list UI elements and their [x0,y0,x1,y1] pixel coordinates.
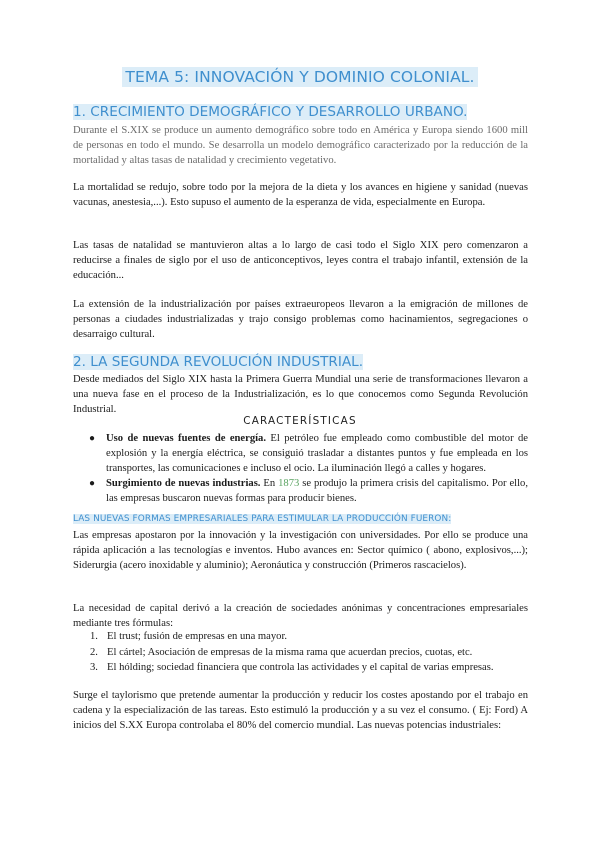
section-2-heading: 2. LA SEGUNDA REVOLUCIÓN INDUSTRIAL. [73,354,364,370]
list-item-text: El trust; fusión de empresas en una mayor. [107,631,288,642]
bullet-text: El petróleo fue empleado como combustible del motor de explosión y la energía eléctrica, se consiguió trasladar a distantes puntos y fue empleada en los transportes, las comunicaciones e incluso el ocio. La iluminación llegó a calles y hogares. [106,433,528,474]
list-number: 1. [90,631,98,642]
bullet-icon: ● [89,478,96,489]
list-item-text: El hólding; sociedad financiera que controla las actividades y el capital de varias empresas. [107,662,494,673]
taylorism-paragraph: Surge el taylorismo que pretende aumentar la producción y reducir los costes apostando por el trabajo en cadena y la especialización de las tareas. Esto estimuló la producción y a su vez el consumo. ( Ej: Ford) A inicios del S.XX Europa controlaba el 80% del comercio mundial. Las nuevas potencias industriales: [73,690,528,731]
section-2-intro: Desde mediados del Siglo XIX hasta la Primera Guerra Mundial una serie de transformaciones llevaron a una nueva fase en el proceso de la Industrialización, es lo que conocemos como Segunda Revolución Industrial. [73,374,528,415]
bullet-bold-label: Uso de nuevas fuentes de energía. [106,433,267,444]
list-number: 3. [90,662,98,673]
birth-rate-paragraph: Las tasas de natalidad se mantuvieron altas a lo largo de casi todo el Siglo XIX pero comenzaron a reducirse a finales de siglo por el uso de anticonceptivos, leyes contra el trabajo infantil, extensión de la educación... [73,240,528,281]
business-forms-subheading: LAS NUEVAS FORMAS EMPRESARIALES PARA ESTIMULAR LA PRODUCCIÓN FUERON: [73,514,452,524]
characteristics-heading: CARACTERÍSTICAS [243,415,357,427]
list-number: 2. [90,646,98,658]
characteristics-list [73,431,528,506]
bullet-text-pre: En [260,478,279,489]
list-item-text: El cártel; Asociación de empresas de la misma rama que acuerdan precios, cuotas, etc. [107,646,473,658]
list-item [73,476,528,506]
list-item [73,660,528,676]
section-1-heading: 1. CRECIMIENTO DEMOGRÁFICO Y DESARROLLO URBANO. [73,104,468,120]
list-item [73,629,528,645]
bullet-bold-label: Surgimiento de nuevas industrias. [106,478,261,489]
section-1-intro: Durante el S.XIX se produce un aumento demográfico sobre todo en América y Europa siendo 1600 mill de personas en todo el mundo. Se desarrolla un modelo demográfico caracterizado por la reducción de la mortalidad y altas tasas de natalidad y crecimiento vegetativo. [73,125,528,166]
page-title: TEMA 5: INNOVACIÓN Y DOMINIO COLONIAL. [0,68,600,86]
formulas-list [73,629,528,676]
bullet-text: se produjo la primera crisis del capitalismo. Por ello, las empresas buscaron nuevas formas para producir bienes. [106,478,528,504]
bullet-icon: ● [89,433,96,444]
mortality-paragraph: La mortalidad se redujo, sobre todo por la mejora de la dieta y los avances en higiene y sanidad (nuevas vacunas, anestesia,...). Esto supuso el aumento de la esperanza de vida, especialmente en Europa. [73,182,528,208]
capital-paragraph: La necesidad de capital derivó a la creación de sociedades anónimas y concentraciones empresariales mediante tres fórmulas: [73,603,528,629]
year-highlight: 1873 [278,478,300,489]
emigration-paragraph: La extensión de la industrialización por países extraeuropeos llevaron a la emigración de millones de personas a ciudades industrializadas y trajo consigo problemas como hacinamientos, segregaciones o desarraigo cultural. [73,299,528,340]
list-item [73,431,528,476]
innovation-paragraph: Las empresas apostaron por la innovación y la investigación con universidades. Por ello se produce una rápida aplicación a las tecnologías e inventos. Hubo avances en: Sector químico ( abono, explosivos,...); Siderurgia (acero inoxidable y aluminio); Aeronáutica y construcción (Primeros rascacielos). [73,530,528,571]
list-item [73,645,528,661]
